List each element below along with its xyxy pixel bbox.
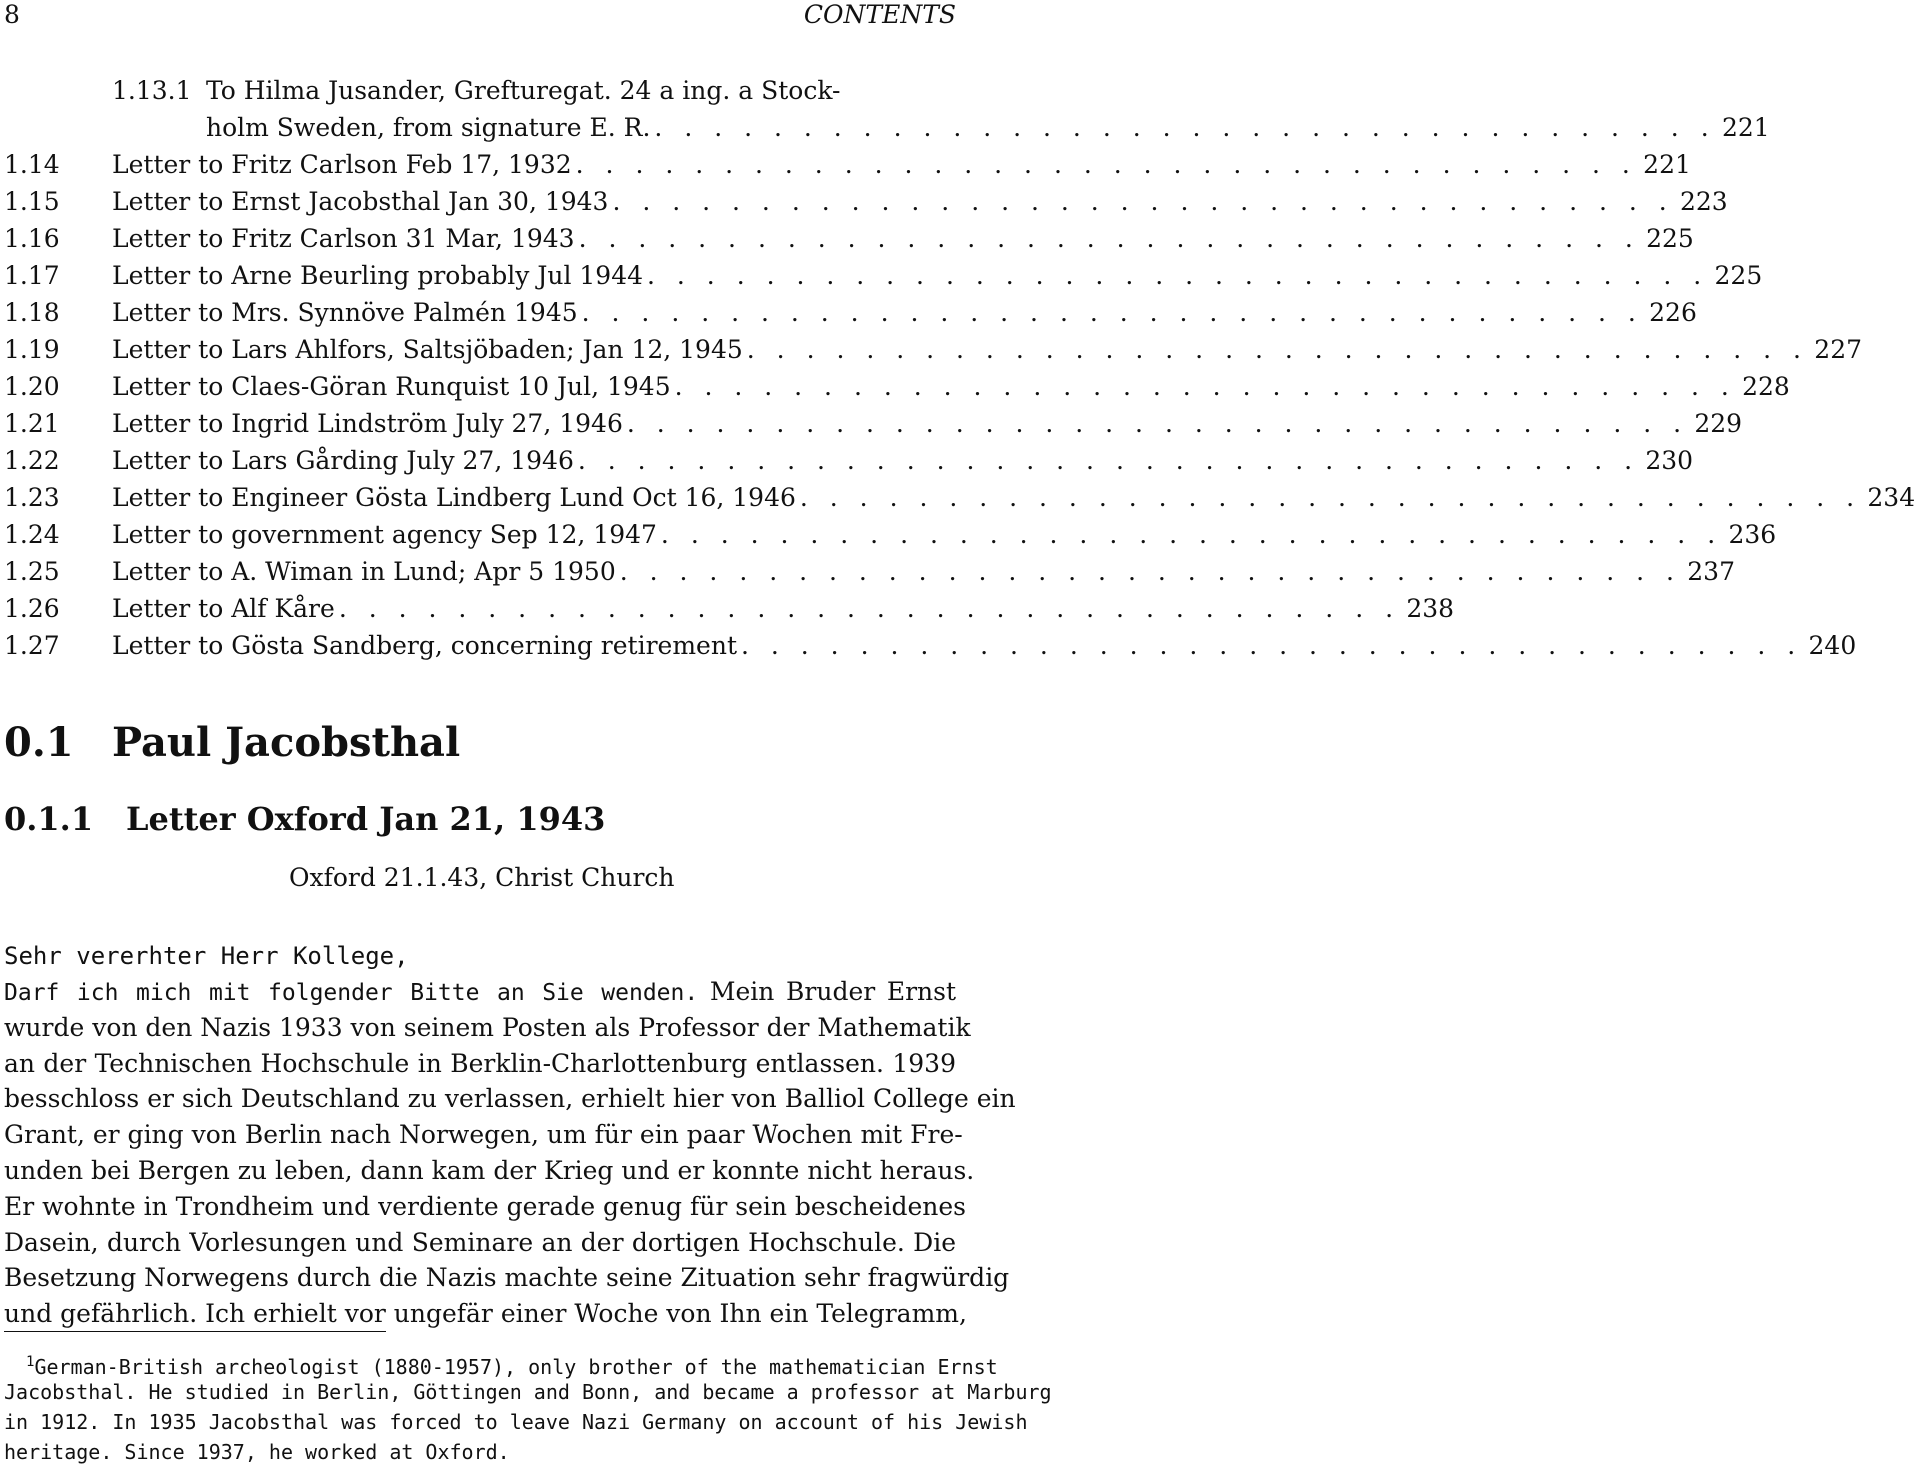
body-line: wurde von den Nazis 1933 von seinem Posten als Professor der Mathematik (4, 1012, 971, 1042)
toc-entry-number: 1.20 (4, 372, 60, 401)
body-line: Grant, er ging von Berlin nach Norwegen, um für ein paar Wochen mit Fre- (4, 1120, 963, 1150)
toc-entry-number: 1.14 (4, 150, 60, 179)
toc-entry-number: 1.26 (4, 594, 60, 623)
toc-entry-title: Letter to Mrs. Synnöve Palmén 1945 (112, 298, 578, 327)
toc-entry-title: To Hilma Jusander, Grefturegat. 24 a ing. a Stock- (206, 76, 841, 105)
toc-sub-entry[interactable] (4, 72, 1770, 146)
toc-entry-number: 1.21 (4, 409, 60, 438)
toc-entry[interactable] (4, 331, 1863, 368)
toc-dot-leader: . . . . . . . . . . . . . . . . . . . . . . . . . . . . . . . . . . . . (578, 224, 1640, 253)
toc-dot-leader: . . . . . . . . . . . . . . . . . . . . . . . . . . . . . . . . . . . . (660, 520, 1723, 549)
toc-entry-number: 1.24 (4, 520, 60, 549)
toc-entry[interactable] (4, 516, 1777, 553)
footnote-line: Jacobsthal. He studied in Berlin, Göttingen and Bonn, and became a professor at Marburg (4, 1380, 1052, 1404)
running-title: CONTENTS (803, 0, 956, 29)
toc-entry[interactable] (4, 627, 1857, 664)
toc-entry-title: Letter to government agency Sep 12, 1947 (112, 520, 657, 549)
toc-entry[interactable] (4, 220, 1694, 257)
toc-entry-page: 238 (1406, 594, 1455, 623)
toc-entry-page: 229 (1694, 409, 1743, 438)
toc-entry-number: 1.23 (4, 483, 60, 512)
footnote-line: in 1912. In 1935 Jacobsthal was forced to leave Nazi Germany on account of his Jewish (4, 1410, 1028, 1434)
toc-entry-page: 221 (1643, 150, 1691, 179)
letter-body (4, 974, 1016, 1332)
body-line-serif-part: Mein Bruder Ernst (709, 977, 957, 1006)
footnote-line: heritage. Since 1937, he worked at Oxford. (4, 1440, 510, 1464)
toc-entry[interactable] (4, 590, 1455, 627)
toc-entry[interactable] (4, 368, 1790, 405)
toc-dot-leader: . . . . . . . . . . . . . . . . . . . . . . . . . . . . . . . . . . . . (626, 409, 1689, 438)
letter-salutation: Sehr vererhter Herr Kollege, (4, 942, 409, 970)
toc-entry[interactable] (4, 146, 1691, 183)
toc-dot-leader: . . . . . . . . . . . . . . . . . . . . . . . . . . . . . . . . . . . . (654, 113, 1716, 142)
body-line: Dasein, durch Vorlesungen und Seminare an der dortigen Hochschule. Die (4, 1227, 956, 1257)
toc-dot-leader: . . . . . . . . . . . . . . . . . . . . . . . . . . . . . . . . . . . . (338, 594, 1401, 623)
toc-entry-page: 236 (1728, 520, 1777, 549)
toc-dot-leader: . . . . . . . . . . . . . . . . . . . . . . . . . . . . . . . . . . . . (581, 298, 1643, 327)
body-line: besschloss er sich Deutschland zu verlassen, erhielt hier von Balliol College ein (4, 1084, 1016, 1114)
toc-entry-number: 1.22 (4, 446, 60, 475)
toc-entry-title: Letter to Lars Ahlfors, Saltsjöbaden; Jan 12, 1945 (112, 335, 743, 364)
body-line: unden bei Bergen zu leben, dann kam der Krieg und er konnte nicht heraus. (4, 1155, 975, 1185)
section-number: 0.1 (4, 719, 74, 766)
letter-place-date: Oxford 21.1.43, Christ Church (289, 863, 675, 892)
toc-dot-leader: . . . . . . . . . . . . . . . . . . . . . . . . . . . . . . . . . . . . (746, 335, 1809, 364)
body-line-mono-part: Darf ich mich mit folgender Bitte an Sie wenden. (4, 980, 699, 1006)
table-of-contents (4, 72, 1915, 664)
toc-entry-title-continued: holm Sweden, from signature E. R. (206, 113, 651, 142)
section-title: Paul Jacobsthal (112, 719, 461, 766)
toc-entry[interactable] (4, 183, 1728, 220)
body-line: Er wohnte in Trondheim und verdiente gerade genug für sein bescheidenes (4, 1191, 966, 1221)
toc-entry-number: 1.16 (4, 224, 60, 253)
toc-dot-leader: . . . . . . . . . . . . . . . . . . . . . . . . . . . . . . . . . . . . (647, 261, 1709, 290)
footnote-line (4, 1347, 998, 1379)
toc-entry-title: Letter to Claes-Göran Runquist 10 Jul, 1945 (112, 372, 671, 401)
toc-entry-page: 230 (1645, 446, 1694, 475)
toc-entry[interactable] (4, 553, 1735, 590)
toc-entry-page: 237 (1687, 557, 1735, 586)
toc-entry-page: 225 (1714, 261, 1763, 290)
toc-entry-page: 228 (1742, 372, 1790, 401)
toc-dot-leader: . . . . . . . . . . . . . . . . . . . . . . . . . . . . . . . . . . . . (619, 557, 1681, 586)
toc-entry-title: Letter to A. Wiman in Lund; Apr 5 1950 (112, 557, 616, 586)
toc-entry-title: Letter to Engineer Gösta Lindberg Lund Oct 16, 1946 (112, 483, 796, 512)
toc-entry[interactable] (4, 442, 1694, 479)
subsection-title: Letter Oxford Jan 21, 1943 (126, 800, 606, 838)
toc-entry-title: Letter to Alf Kåre (112, 594, 335, 623)
section-heading (4, 718, 460, 768)
toc-entry-title: Letter to Lars Gårding July 27, 1946 (112, 446, 574, 475)
toc-entry-page: 221 (1721, 113, 1770, 142)
toc-entry-number: 1.18 (4, 298, 60, 327)
toc-entry-number: 1.25 (4, 557, 60, 586)
toc-entry-page: 234 (1867, 483, 1915, 512)
toc-dot-leader: . . . . . . . . . . . . . . . . . . . . . . . . . . . . . . . . . . . . (674, 372, 1736, 401)
body-line: Besetzung Norwegens durch die Nazis machte seine Zituation sehr fragwürdig (4, 1263, 1010, 1293)
toc-entry-page: 223 (1679, 187, 1728, 216)
toc-entry-number: 1.27 (4, 631, 60, 660)
toc-entry-number: 1.13.1 (112, 76, 192, 105)
document-page (4, 0, 1915, 1468)
subsection-number: 0.1.1 (4, 800, 94, 838)
toc-entry-title: Letter to Ernst Jacobsthal Jan 30, 1943 (112, 187, 609, 216)
toc-entry-page: 225 (1646, 224, 1694, 253)
footnote (4, 1347, 1052, 1467)
toc-entry-page: 226 (1649, 298, 1697, 327)
toc-entry-number: 1.17 (4, 261, 60, 290)
body-line: und gefährlich. Ich erhielt vor ungefär einer Woche von Ihn ein Telegramm, (4, 1299, 967, 1329)
toc-entry-page: 227 (1814, 335, 1863, 364)
toc-entry-title: Letter to Fritz Carlson 31 Mar, 1943 (112, 224, 575, 253)
toc-entry-number: 1.19 (4, 335, 60, 364)
toc-entry[interactable] (4, 294, 1697, 331)
toc-entry[interactable] (4, 479, 1915, 516)
page-number: 8 (4, 0, 20, 29)
footnote-text: German-British archeologist (1880-1957), only brother of the mathematician Ernst (34, 1355, 998, 1379)
subsection-heading (4, 797, 605, 841)
footnote-rule (4, 1331, 386, 1332)
toc-dot-leader: . . . . . . . . . . . . . . . . . . . . . . . . . . . . . . . . . . . . (577, 446, 1640, 475)
toc-entry-title: Letter to Arne Beurling probably Jul 1944 (112, 261, 644, 290)
toc-dot-leader: . . . . . . . . . . . . . . . . . . . . . . . . . . . . . . . . . . . . (741, 631, 1803, 660)
toc-dot-leader: . . . . . . . . . . . . . . . . . . . . . . . . . . . . . . . . . . . . (575, 150, 1637, 179)
body-line (4, 974, 956, 1010)
toc-entry-title: Letter to Gösta Sandberg, concerning retirement (112, 631, 737, 660)
toc-entry[interactable] (4, 257, 1763, 294)
toc-entry-page: 240 (1808, 631, 1857, 660)
body-line: an der Technischen Hochschule in Berklin-Charlottenburg entlassen. 1939 (4, 1048, 956, 1078)
toc-entry-number: 1.15 (4, 187, 60, 216)
toc-entry-title: Letter to Fritz Carlson Feb 17, 1932 (112, 150, 572, 179)
toc-entry-title: Letter to Ingrid Lindström July 27, 1946 (112, 409, 623, 438)
footnote-mark: 1 (26, 1354, 35, 1370)
toc-dot-leader: . . . . . . . . . . . . . . . . . . . . . . . . . . . . . . . . . . . . (799, 483, 1862, 512)
running-header (4, 0, 956, 30)
toc-dot-leader: . . . . . . . . . . . . . . . . . . . . . . . . . . . . . . . . . . . . (612, 187, 1674, 216)
toc-entry[interactable] (4, 405, 1743, 442)
